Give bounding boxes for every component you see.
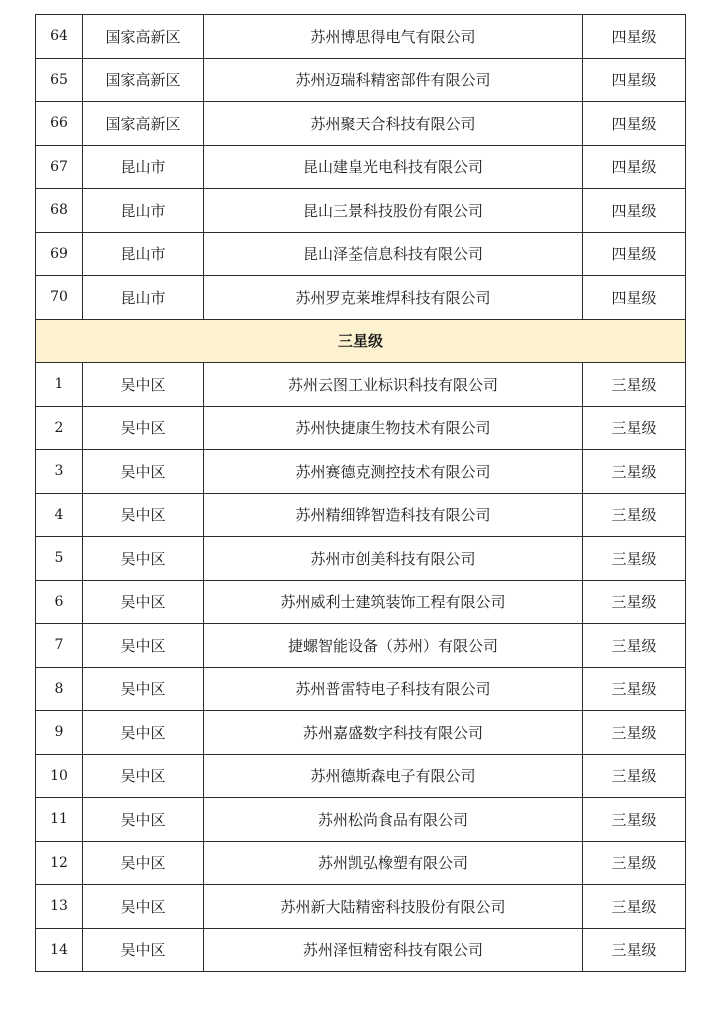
level-cell: 三星级: [583, 493, 686, 537]
table-row: [36, 624, 686, 668]
level-cell: 四星级: [583, 58, 686, 102]
table-row: [36, 885, 686, 929]
level-cell: 三星级: [583, 754, 686, 798]
district-cell: 昆山市: [83, 189, 204, 233]
table-row: [36, 798, 686, 842]
district-cell: 昆山市: [83, 276, 204, 320]
table-row: [36, 363, 686, 407]
level-cell: 三星级: [583, 798, 686, 842]
row-number: 2: [36, 406, 83, 450]
district-cell: 吴中区: [83, 711, 204, 755]
table-body: [36, 15, 686, 972]
level-cell: 四星级: [583, 232, 686, 276]
table-row: [36, 667, 686, 711]
company-cell: 苏州迈瑞科精密部件有限公司: [204, 58, 583, 102]
table-row: [36, 102, 686, 146]
company-cell: 苏州云图工业标识科技有限公司: [204, 363, 583, 407]
company-cell: 苏州快捷康生物技术有限公司: [204, 406, 583, 450]
table-row: [36, 450, 686, 494]
district-cell: 国家高新区: [83, 58, 204, 102]
row-number: 6: [36, 580, 83, 624]
row-number: 4: [36, 493, 83, 537]
company-cell: 苏州新大陆精密科技股份有限公司: [204, 885, 583, 929]
company-cell: 苏州松尚食品有限公司: [204, 798, 583, 842]
row-number: 69: [36, 232, 83, 276]
row-number: 65: [36, 58, 83, 102]
district-cell: 吴中区: [83, 885, 204, 929]
district-cell: 吴中区: [83, 363, 204, 407]
company-cell: 苏州嘉盛数字科技有限公司: [204, 711, 583, 755]
district-cell: 昆山市: [83, 232, 204, 276]
district-cell: 吴中区: [83, 798, 204, 842]
district-cell: 吴中区: [83, 537, 204, 581]
table-row: [36, 711, 686, 755]
row-number: 11: [36, 798, 83, 842]
enterprise-list-table: [35, 14, 686, 972]
company-cell: 苏州博思得电气有限公司: [204, 15, 583, 59]
company-cell: 昆山三景科技股份有限公司: [204, 189, 583, 233]
table-row: [36, 928, 686, 972]
company-cell: 捷螺智能设备（苏州）有限公司: [204, 624, 583, 668]
company-cell: 苏州赛德克测控技术有限公司: [204, 450, 583, 494]
level-cell: 三星级: [583, 580, 686, 624]
table-row: [36, 841, 686, 885]
level-cell: 三星级: [583, 841, 686, 885]
district-cell: 吴中区: [83, 841, 204, 885]
level-cell: 四星级: [583, 15, 686, 59]
row-number: 68: [36, 189, 83, 233]
table-row: [36, 537, 686, 581]
table-row: [36, 493, 686, 537]
district-cell: 昆山市: [83, 145, 204, 189]
company-cell: 昆山建皇光电科技有限公司: [204, 145, 583, 189]
level-cell: 三星级: [583, 406, 686, 450]
row-number: 70: [36, 276, 83, 320]
row-number: 12: [36, 841, 83, 885]
level-cell: 三星级: [583, 450, 686, 494]
level-cell: 三星级: [583, 363, 686, 407]
row-number: 7: [36, 624, 83, 668]
district-cell: 吴中区: [83, 580, 204, 624]
table-row: [36, 189, 686, 233]
level-cell: 三星级: [583, 624, 686, 668]
level-cell: 三星级: [583, 537, 686, 581]
table-row: [36, 58, 686, 102]
level-cell: 四星级: [583, 102, 686, 146]
level-cell: 三星级: [583, 885, 686, 929]
company-cell: 苏州精细铧智造科技有限公司: [204, 493, 583, 537]
row-number: 14: [36, 928, 83, 972]
section-header-three-star: 三星级: [36, 319, 686, 363]
level-cell: 三星级: [583, 711, 686, 755]
district-cell: 吴中区: [83, 450, 204, 494]
district-cell: 国家高新区: [83, 15, 204, 59]
row-number: 10: [36, 754, 83, 798]
company-cell: 苏州威利士建筑装饰工程有限公司: [204, 580, 583, 624]
row-number: 1: [36, 363, 83, 407]
row-number: 5: [36, 537, 83, 581]
district-cell: 国家高新区: [83, 102, 204, 146]
district-cell: 吴中区: [83, 928, 204, 972]
company-cell: 苏州罗克莱堆焊科技有限公司: [204, 276, 583, 320]
district-cell: 吴中区: [83, 406, 204, 450]
company-cell: 苏州普雷特电子科技有限公司: [204, 667, 583, 711]
level-cell: 四星级: [583, 189, 686, 233]
row-number: 13: [36, 885, 83, 929]
row-number: 66: [36, 102, 83, 146]
district-cell: 吴中区: [83, 754, 204, 798]
level-cell: 三星级: [583, 928, 686, 972]
table-row: [36, 580, 686, 624]
table-row: [36, 232, 686, 276]
company-cell: 苏州德斯森电子有限公司: [204, 754, 583, 798]
row-number: 67: [36, 145, 83, 189]
level-cell: 三星级: [583, 667, 686, 711]
table-row: [36, 406, 686, 450]
company-cell: 昆山泽荃信息科技有限公司: [204, 232, 583, 276]
row-number: 8: [36, 667, 83, 711]
row-number: 64: [36, 15, 83, 59]
company-cell: 苏州市创美科技有限公司: [204, 537, 583, 581]
level-cell: 四星级: [583, 276, 686, 320]
company-cell: 苏州泽恒精密科技有限公司: [204, 928, 583, 972]
row-number: 9: [36, 711, 83, 755]
table-row: [36, 15, 686, 59]
level-cell: 四星级: [583, 145, 686, 189]
table-row: [36, 754, 686, 798]
district-cell: 吴中区: [83, 493, 204, 537]
company-cell: 苏州聚天合科技有限公司: [204, 102, 583, 146]
table-row: [36, 276, 686, 320]
district-cell: 吴中区: [83, 624, 204, 668]
section-header-row: [36, 319, 686, 363]
table-row: [36, 145, 686, 189]
district-cell: 吴中区: [83, 667, 204, 711]
company-cell: 苏州凯弘橡塑有限公司: [204, 841, 583, 885]
row-number: 3: [36, 450, 83, 494]
